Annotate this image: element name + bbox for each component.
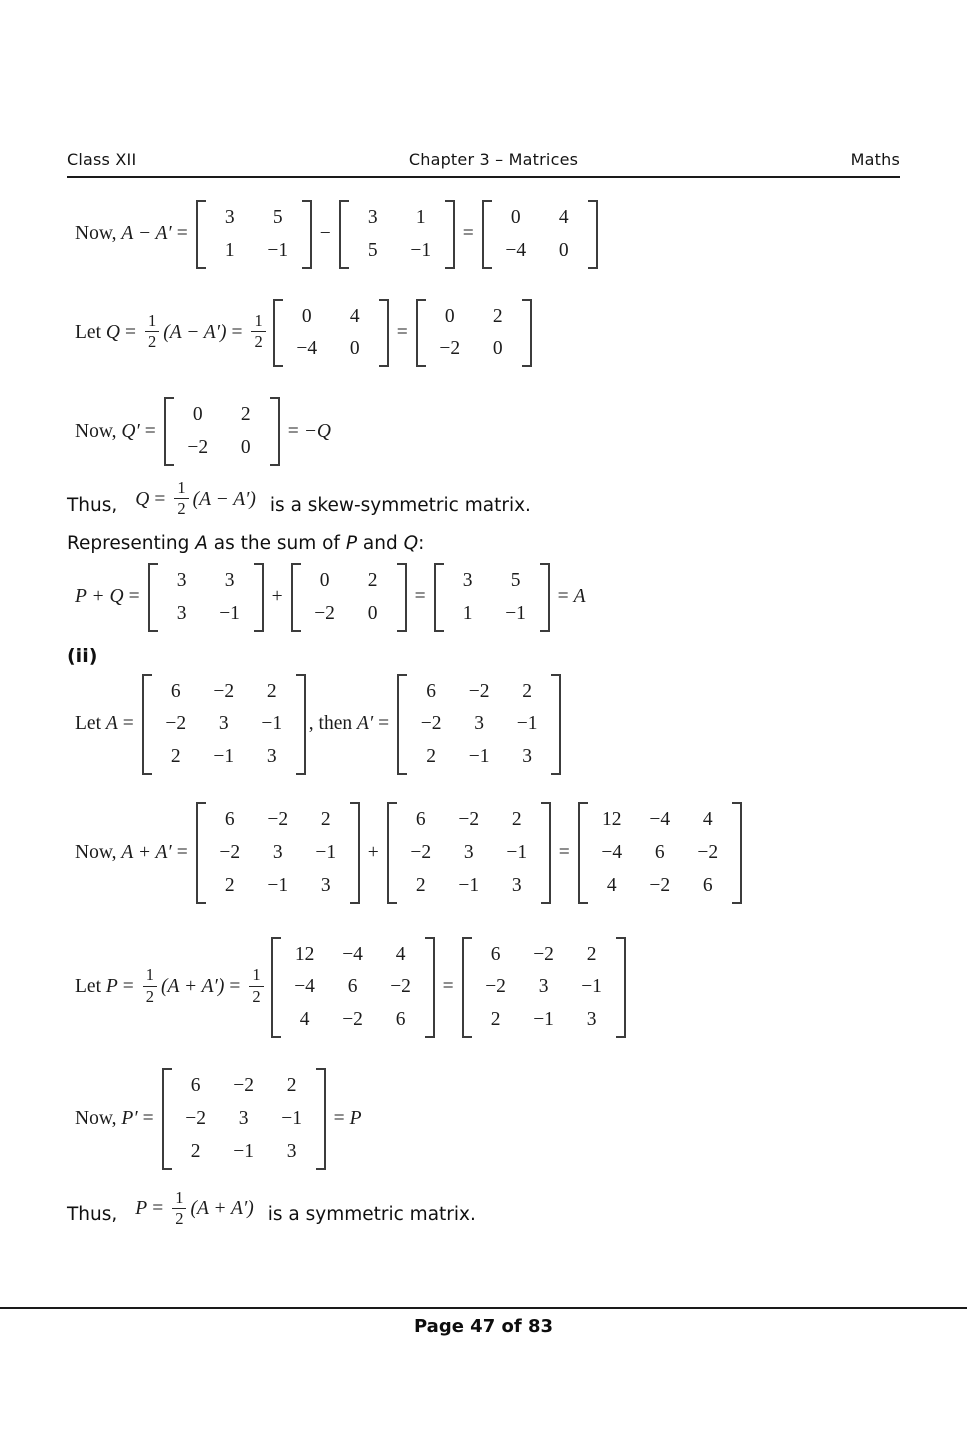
equals-sign: = <box>128 586 140 608</box>
fraction-one-half <box>249 966 263 1006</box>
conclusion-text: is a skew-symmetric matrix. <box>269 494 531 516</box>
equals-sign: = <box>142 1107 154 1129</box>
header-subject: Maths <box>850 150 900 169</box>
matrix-cell: 2 <box>266 680 277 702</box>
fraction-numerator: 1 <box>174 479 188 499</box>
inline-formula-q <box>135 477 256 520</box>
matrix-a-3x3 <box>142 674 306 775</box>
conclusion-skew-symmetric <box>67 477 900 520</box>
fraction-one-half <box>143 966 157 1006</box>
matrix-cell: 4 <box>702 809 713 831</box>
fraction-numerator: 1 <box>172 1189 186 1209</box>
page-header <box>67 150 900 178</box>
thus-label: Thus, <box>67 1204 118 1226</box>
matrix-cell: 12 <box>601 809 622 831</box>
matrix-cell: 2 <box>286 1075 297 1097</box>
matrix-cell: 6 <box>426 680 437 702</box>
text-part: and <box>357 532 404 554</box>
matrix-cell: −4 <box>294 976 315 998</box>
plus-operator: + <box>271 586 283 608</box>
matrix-cell: 6 <box>224 809 235 831</box>
matrix-cell: 2 <box>586 943 597 965</box>
matrix-cell: 4 <box>299 1009 310 1031</box>
matrix-cell: 4 <box>558 207 569 228</box>
subpart-label: (ii) <box>67 644 98 667</box>
matrix-cell: −2 <box>458 809 480 831</box>
matrix-cell: 3 <box>286 1140 297 1162</box>
matrix-cell: 0 <box>240 437 251 459</box>
variable-q-prime: Q′ <box>121 420 140 442</box>
matrix-cell: 3 <box>320 874 331 896</box>
matrix-cell: 0 <box>367 602 378 624</box>
matrix-cell: 3 <box>474 713 485 735</box>
matrix-cell: −2 <box>267 809 289 831</box>
matrix-cell: 6 <box>490 943 501 965</box>
negative-q: −Q <box>303 420 332 442</box>
header-class: Class XII <box>67 150 137 169</box>
matrix-cell: 6 <box>170 680 181 702</box>
matrix-cell: 0 <box>444 305 455 327</box>
matrix-cell: 6 <box>654 841 665 863</box>
equals-sign: = <box>378 713 390 735</box>
matrix-cell: 2 <box>170 746 181 768</box>
equals-sign: = <box>333 1107 345 1129</box>
fraction-denominator: 2 <box>254 332 263 352</box>
fraction-numerator: 1 <box>143 966 157 986</box>
matrix-p-3x3 <box>462 937 626 1038</box>
equals-sign: = <box>144 420 156 442</box>
matrix-cell: 6 <box>415 809 426 831</box>
matrix-cell: −2 <box>219 841 241 863</box>
matrix-cell: −2 <box>439 338 461 360</box>
matrix-cell: −1 <box>410 239 432 261</box>
eq-prefix: Now, <box>75 841 122 863</box>
variable-p: P <box>345 532 357 554</box>
matrix-cell: 3 <box>462 569 473 591</box>
matrix-cell: −1 <box>581 976 602 998</box>
fraction-denominator: 2 <box>145 986 155 1006</box>
equation-define-a <box>75 674 900 775</box>
matrix-cell: −2 <box>233 1075 254 1097</box>
matrix-cell: 3 <box>224 569 235 591</box>
matrix-cell: 5 <box>272 207 283 228</box>
equation-define-p <box>75 937 900 1038</box>
matrix-cell: −1 <box>506 841 528 863</box>
equation-a-minus-a-transpose <box>75 200 900 269</box>
variable-a: A <box>195 532 208 554</box>
matrix-cell: −2 <box>697 841 719 863</box>
matrix-sum <box>434 563 550 632</box>
fraction-one-half <box>145 312 159 352</box>
matrix-cell: 12 <box>294 943 315 965</box>
matrix-cell: 6 <box>702 874 713 896</box>
matrix-cell: 2 <box>415 874 426 896</box>
matrix-cell: −2 <box>314 602 335 624</box>
paren-expression: (A + A′) <box>190 1198 254 1220</box>
equation-p-transpose <box>75 1068 900 1169</box>
fraction-denominator: 2 <box>147 332 157 352</box>
equals-sign: = <box>176 223 188 245</box>
matrix-cell: 4 <box>349 305 360 327</box>
text-part: : <box>418 532 425 554</box>
matrix-cell: 1 <box>224 239 235 261</box>
matrix-cell: −4 <box>296 338 318 360</box>
matrix-cell: 3 <box>176 569 187 591</box>
matrix-cell: −4 <box>649 809 671 831</box>
equals-sign: = <box>176 841 188 863</box>
variable-q: Q <box>403 532 419 554</box>
matrix-cell: −1 <box>213 746 235 768</box>
equals-sign: = <box>557 586 569 608</box>
variable-q: Q <box>135 488 150 510</box>
equals-sign: = <box>231 321 243 343</box>
variable-p: P <box>349 1107 362 1129</box>
eq-prefix: Now, <box>75 223 122 245</box>
matrix-sum-3x3 <box>271 937 435 1038</box>
representing-sentence <box>67 533 900 554</box>
footer-divider <box>0 1307 967 1309</box>
matrix-a-transpose-3x3 <box>397 674 561 775</box>
matrix-p-transpose-3x3 <box>162 1068 326 1169</box>
matrix-cell: −2 <box>342 1009 363 1031</box>
matrix-cell: 2 <box>224 874 235 896</box>
matrix-cell: 3 <box>538 976 549 998</box>
equals-sign: = <box>229 976 241 998</box>
matrix-cell: 0 <box>192 404 203 426</box>
matrix-cell: −1 <box>267 874 289 896</box>
matrix-q <box>416 299 532 368</box>
fraction-one-half <box>174 479 188 519</box>
matrix-cell: 6 <box>190 1075 201 1097</box>
matrix-cell: 0 <box>492 338 503 360</box>
matrix-cell: −2 <box>485 976 506 998</box>
matrix-cell: 0 <box>510 207 521 228</box>
matrix-cell: 3 <box>224 207 235 228</box>
matrix-cell: 1 <box>462 602 473 624</box>
matrix-cell: 3 <box>218 713 229 735</box>
matrix-cell: 5 <box>510 569 521 591</box>
matrix-cell: −1 <box>261 713 283 735</box>
matrix-cell: 3 <box>463 841 474 863</box>
equation-q-transpose <box>75 397 900 466</box>
matrix-cell: −1 <box>219 602 240 624</box>
conclusion-symmetric <box>67 1187 900 1230</box>
matrix-cell: 3 <box>176 602 187 624</box>
matrix-cell: 3 <box>367 207 378 228</box>
matrix-cell: 2 <box>320 809 331 831</box>
matrix-cell: −1 <box>516 713 538 735</box>
matrix-cell: 3 <box>586 1009 597 1031</box>
matrix-result <box>482 200 598 269</box>
equals-sign: = <box>396 321 408 343</box>
eq-prefix: Now, <box>75 1107 122 1129</box>
matrix-cell: −1 <box>533 1009 554 1031</box>
eq-expression: A + A′ <box>121 841 172 863</box>
matrix-cell: −2 <box>390 976 411 998</box>
matrix-cell: 6 <box>347 976 358 998</box>
paren-expression: (A − A′) <box>163 321 227 343</box>
eq-expression: A − A′ <box>121 223 172 245</box>
matrix-a-transpose <box>339 200 455 269</box>
fraction-denominator: 2 <box>175 1208 184 1228</box>
equals-sign: = <box>287 420 299 442</box>
matrix-cell: 2 <box>240 404 251 426</box>
equals-sign: = <box>462 223 474 245</box>
matrix-cell: 4 <box>395 943 406 965</box>
matrix-cell: −2 <box>533 943 554 965</box>
matrix-cell: −2 <box>649 874 671 896</box>
matrix-cell: 2 <box>522 680 533 702</box>
matrix-p <box>148 563 264 632</box>
variable-a-prime: A′ <box>356 713 374 735</box>
matrix-cell: −2 <box>420 713 442 735</box>
variable-a: A <box>105 713 118 735</box>
matrix-cell: 5 <box>367 239 378 261</box>
matrix-cell: 2 <box>190 1140 201 1162</box>
matrix-cell: −1 <box>267 239 289 261</box>
fraction-denominator: 2 <box>177 499 186 519</box>
matrix-cell: −1 <box>468 746 490 768</box>
thus-label: Thus, <box>67 494 118 516</box>
matrix-cell: 4 <box>606 874 617 896</box>
conclusion-text: is a symmetric matrix. <box>267 1204 476 1226</box>
equals-sign: = <box>122 976 134 998</box>
matrix-cell: 3 <box>511 874 522 896</box>
eq-prefix: Now, <box>75 420 122 442</box>
plus-operator: + <box>367 841 379 863</box>
eq-prefix: Let <box>75 713 106 735</box>
fraction-one-half <box>172 1189 186 1229</box>
matrix-cell: 3 <box>238 1107 249 1129</box>
matrix-a-minus-at <box>273 299 389 368</box>
fraction-numerator: 1 <box>249 966 263 986</box>
matrix-cell: 0 <box>301 305 312 327</box>
equals-sign: = <box>442 976 454 998</box>
matrix-cell: −1 <box>281 1107 302 1129</box>
eq-prefix: Let <box>75 321 106 343</box>
then-label: , then <box>308 713 357 735</box>
equals-sign: = <box>152 1198 164 1220</box>
matrix-cell: 2 <box>426 746 437 768</box>
variable-p-prime: P′ <box>121 1107 138 1129</box>
fraction-numerator: 1 <box>145 312 159 332</box>
paren-expression: (A + A′) <box>161 976 225 998</box>
equals-sign: = <box>122 713 134 735</box>
eq-expression: P + Q <box>75 586 124 608</box>
matrix-cell: 2 <box>492 305 503 327</box>
matrix-cell: 6 <box>395 1009 406 1031</box>
inline-formula-p <box>135 1187 254 1230</box>
fraction-denominator: 2 <box>252 986 261 1006</box>
matrix-cell: −2 <box>213 680 235 702</box>
matrix-a-transpose-3x3 <box>387 802 551 903</box>
equation-p-plus-q <box>75 563 900 632</box>
matrix-cell: 2 <box>490 1009 501 1031</box>
equals-sign: = <box>124 321 136 343</box>
equals-sign: = <box>154 488 166 510</box>
page-number: Page 47 of 83 <box>413 1316 554 1337</box>
variable-a: A <box>573 586 586 608</box>
variable-q: Q <box>105 321 120 343</box>
eq-prefix: Let <box>75 976 106 998</box>
matrix-cell: −2 <box>468 680 490 702</box>
matrix-cell: −2 <box>410 841 432 863</box>
matrix-cell: −1 <box>505 602 526 624</box>
fraction-numerator: 1 <box>251 312 265 332</box>
equals-sign: = <box>558 841 570 863</box>
variable-p: P <box>105 976 118 998</box>
matrix-a-3x3 <box>196 802 360 903</box>
variable-p: P <box>135 1198 148 1220</box>
matrix-a <box>196 200 312 269</box>
equation-a-plus-a-transpose <box>75 802 900 903</box>
matrix-cell: 0 <box>319 569 330 591</box>
header-chapter-title: Chapter 3 – Matrices <box>408 150 579 169</box>
matrix-cell: −4 <box>342 943 363 965</box>
fraction-one-half <box>251 312 265 352</box>
text-part: as the sum of <box>207 532 346 554</box>
matrix-cell: 3 <box>266 746 277 768</box>
paren-expression: (A − A′) <box>192 488 256 510</box>
matrix-cell: 0 <box>349 338 360 360</box>
matrix-cell: −4 <box>505 239 527 261</box>
matrix-cell: −1 <box>315 841 337 863</box>
matrix-cell: −2 <box>165 713 187 735</box>
matrix-cell: 3 <box>522 746 533 768</box>
matrix-cell: −1 <box>233 1140 254 1162</box>
matrix-cell: −4 <box>601 841 623 863</box>
matrix-cell: 0 <box>558 239 569 261</box>
matrix-cell: 2 <box>367 569 378 591</box>
matrix-cell: 3 <box>272 841 283 863</box>
minus-operator: − <box>319 223 331 245</box>
matrix-q-transpose <box>164 397 280 466</box>
equals-sign: = <box>414 586 426 608</box>
matrix-cell: −2 <box>187 437 209 459</box>
matrix-cell: −1 <box>458 874 480 896</box>
equation-define-q <box>75 299 900 368</box>
matrix-cell: 2 <box>511 809 522 831</box>
text-part: Representing <box>67 532 196 554</box>
matrix-cell: −2 <box>185 1107 206 1129</box>
matrix-cell: 1 <box>415 207 426 228</box>
matrix-sum-3x3 <box>578 802 742 903</box>
matrix-q <box>291 563 407 632</box>
